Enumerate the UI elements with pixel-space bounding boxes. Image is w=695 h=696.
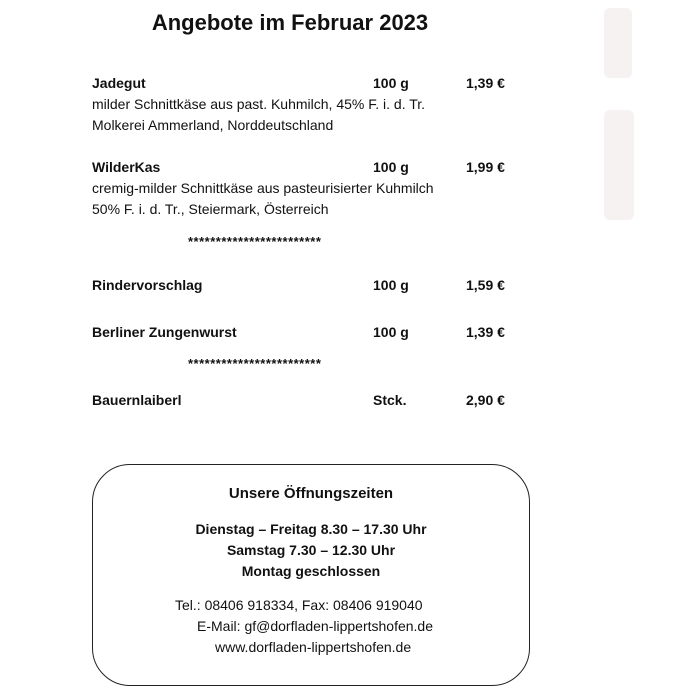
item-quantity: 100 g <box>373 159 409 175</box>
bleed-through-mark <box>604 8 632 78</box>
item-quantity: 100 g <box>373 324 409 340</box>
hours-saturday: Samstag 7.30 – 12.30 Uhr <box>226 542 396 558</box>
contact-email: E-Mail: gf@dorfladen-lippertshofen.de <box>197 618 434 634</box>
contact-phone: Tel.: 08406 918334, Fax: 08406 919040 <box>175 597 423 613</box>
item-description: 50% F. i. d. Tr., Steiermark, Österreich <box>92 201 329 217</box>
page-title: Angebote im Februar 2023 <box>151 10 429 35</box>
item-quantity: Stck. <box>373 392 407 408</box>
item-price: 1,39 € <box>466 324 505 340</box>
item-quantity: 100 g <box>373 75 409 91</box>
item-price: 1,99 € <box>466 159 505 175</box>
item-description: cremig-milder Schnittkäse aus pasteurisierter Kuhmilch <box>92 180 434 196</box>
hours-weekdays: Dienstag – Freitag 8.30 – 17.30 Uhr <box>195 521 427 537</box>
opening-hours-title: Unsere Öffnungszeiten <box>228 485 394 502</box>
hours-monday: Montag geschlossen <box>241 563 381 579</box>
contact-website: www.dorfladen-lippertshofen.de <box>215 639 412 655</box>
item-name: Berliner Zungenwurst <box>92 324 237 340</box>
item-price: 1,59 € <box>466 277 505 293</box>
item-quantity: 100 g <box>373 277 409 293</box>
item-name: WilderKas <box>92 159 161 175</box>
item-price: 2,90 € <box>466 392 505 408</box>
item-name: Rindervorschlag <box>92 277 203 293</box>
item-price: 1,39 € <box>466 75 505 91</box>
item-description: Molkerei Ammerland, Norddeutschland <box>92 117 334 133</box>
bleed-through-mark <box>604 110 634 220</box>
separator-stars: ************************ <box>188 356 322 371</box>
item-name: Bauernlaiberl <box>92 392 182 408</box>
separator-stars: ************************ <box>188 234 322 249</box>
item-description: milder Schnittkäse aus past. Kuhmilch, 45% F. i. d. Tr. <box>92 96 426 112</box>
opening-hours-box <box>92 464 530 686</box>
item-name: Jadegut <box>92 75 146 91</box>
